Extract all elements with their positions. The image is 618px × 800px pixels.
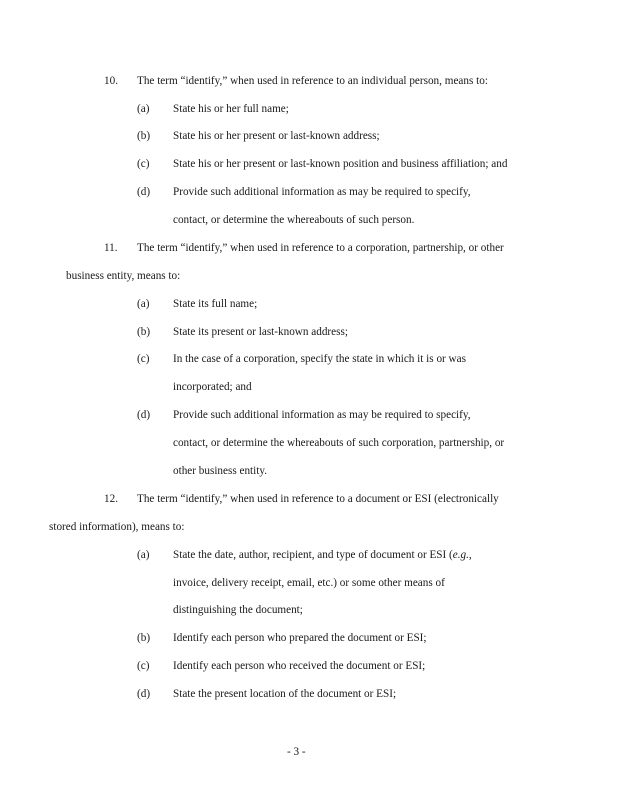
item-text: Identify each person who prepared the document or ESI; bbox=[173, 632, 427, 644]
item-text: Identify each person who received the document or ESI; bbox=[173, 660, 426, 672]
section-text: business entity, means to: bbox=[66, 270, 181, 282]
section-text: The term “identify,” when used in reference to a document or ESI (electronically bbox=[137, 493, 499, 505]
section-number: 10. bbox=[104, 75, 118, 87]
item-text: State its full name; bbox=[173, 298, 258, 310]
item-text-segment: State the date, author, recipient, and type of document or ESI ( bbox=[173, 549, 453, 561]
item-label: (d) bbox=[137, 409, 151, 421]
section-text: The term “identify,” when used in reference to an individual person, means to: bbox=[137, 75, 488, 87]
item-text: other business entity. bbox=[173, 465, 268, 477]
item-text: In the case of a corporation, specify the state in which it is or was bbox=[173, 353, 466, 365]
item-label: (b) bbox=[137, 632, 151, 644]
item-label: (a) bbox=[137, 103, 150, 115]
item-text: Provide such additional information as may be required to specify, bbox=[173, 186, 471, 198]
section-number: 12. bbox=[104, 493, 118, 505]
item-label: (b) bbox=[137, 326, 151, 338]
item-text: State the present location of the document or ESI; bbox=[173, 688, 397, 700]
page-number: - 3 - bbox=[287, 746, 306, 758]
item-text bbox=[173, 550, 472, 561]
item-text: Provide such additional information as may be required to specify, bbox=[173, 409, 471, 421]
item-label: (a) bbox=[137, 549, 150, 561]
item-text: invoice, delivery receipt, email, etc.) or some other means of bbox=[173, 577, 445, 589]
item-text: distinguishing the document; bbox=[173, 604, 303, 616]
item-label: (d) bbox=[137, 186, 151, 198]
item-text: incorporated; and bbox=[173, 381, 252, 393]
item-label: (a) bbox=[137, 298, 150, 310]
item-label: (c) bbox=[137, 353, 150, 365]
item-label: (c) bbox=[137, 660, 150, 672]
item-text: State its present or last-known address; bbox=[173, 326, 348, 338]
emphasis-eg: e.g., bbox=[452, 549, 472, 561]
section-number: 11. bbox=[104, 242, 118, 254]
item-text: contact, or determine the whereabouts of such person. bbox=[173, 214, 415, 226]
item-text: State his or her present or last-known position and business affiliation; and bbox=[173, 158, 508, 170]
item-label: (b) bbox=[137, 130, 151, 142]
item-label: (c) bbox=[137, 158, 150, 170]
section-text: The term “identify,” when used in reference to a corporation, partnership, or other bbox=[137, 242, 504, 254]
section-text: stored information), means to: bbox=[49, 521, 185, 533]
item-text: State his or her full name; bbox=[173, 103, 289, 115]
item-text: contact, or determine the whereabouts of such corporation, partnership, or bbox=[173, 437, 505, 449]
item-label: (d) bbox=[137, 688, 151, 700]
item-text: State his or her present or last-known address; bbox=[173, 130, 380, 142]
